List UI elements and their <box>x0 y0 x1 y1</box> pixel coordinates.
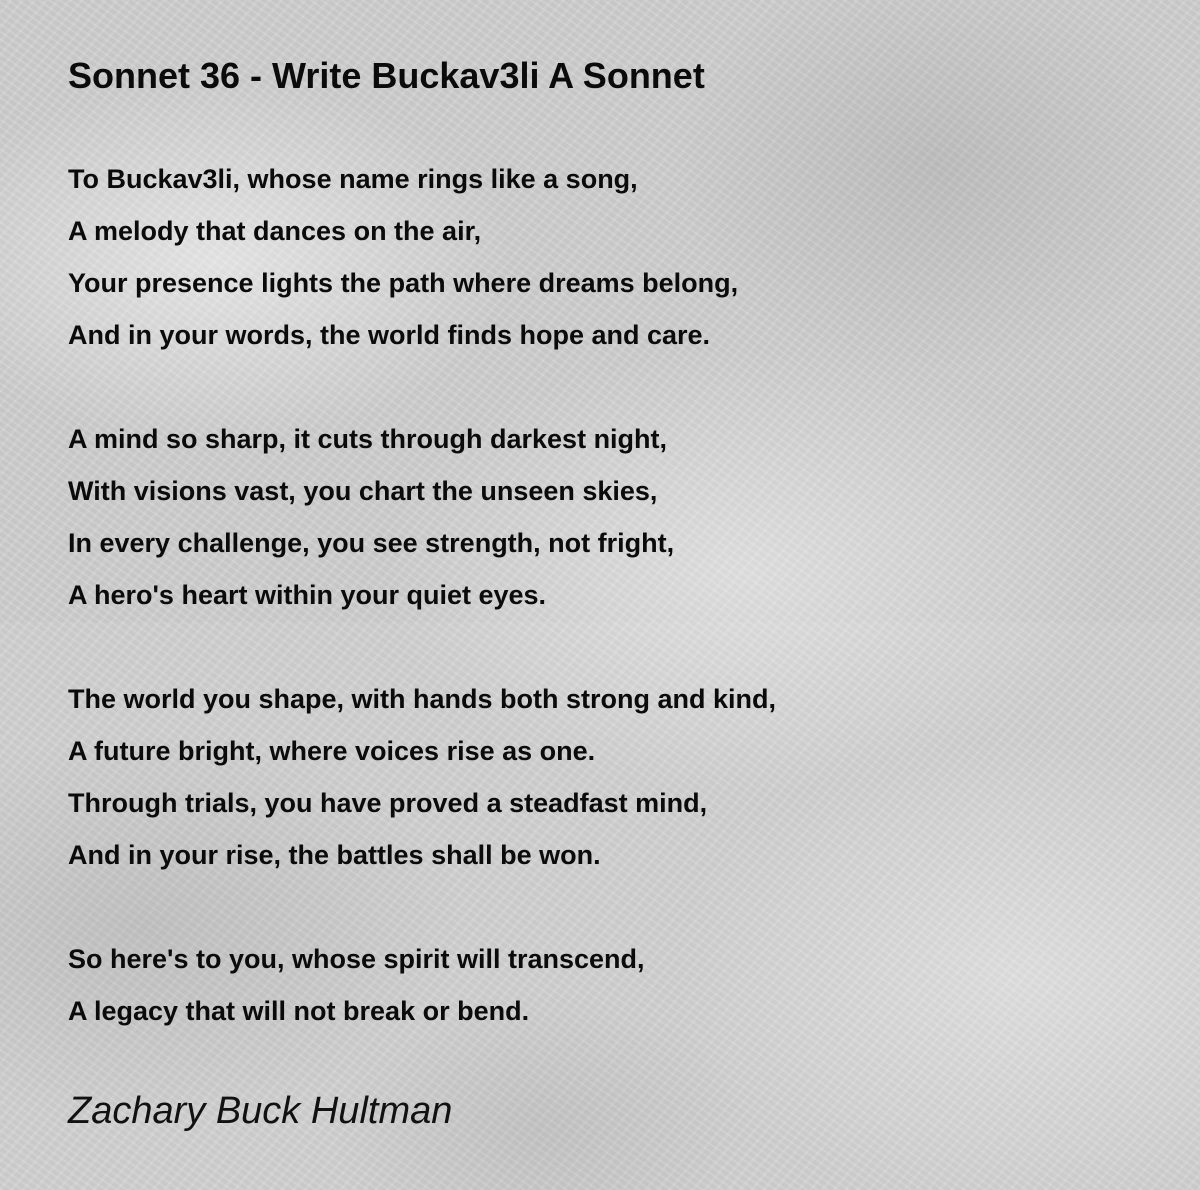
poem-line: And in your rise, the battles shall be won. <box>68 840 601 870</box>
poem-line: To Buckav3li, whose name rings like a song, <box>68 164 638 194</box>
stanza-3 <box>68 673 1148 881</box>
poem-line: A legacy that will not break or bend. <box>68 996 530 1026</box>
poem-line: And in your words, the world finds hope and care. <box>68 320 711 350</box>
poem-line: In every challenge, you see strength, not fright, <box>68 528 675 558</box>
stanza-1 <box>68 153 1148 361</box>
poem-line: With visions vast, you chart the unseen skies, <box>68 476 658 506</box>
poem-line: A hero's heart within your quiet eyes. <box>68 580 547 610</box>
poem-line: A mind so sharp, it cuts through darkest night, <box>68 424 668 454</box>
stanza-2 <box>68 413 1148 621</box>
poem-line: A melody that dances on the air, <box>68 216 482 246</box>
poem-line: So here's to you, whose spirit will transcend, <box>68 944 645 974</box>
poem-line: A future bright, where voices rise as one. <box>68 736 596 766</box>
poem-line: Your presence lights the path where dreams belong, <box>68 268 739 298</box>
poem-title: Sonnet 36 - Write Buckav3li A Sonnet <box>68 55 705 96</box>
stanza-4 <box>68 933 1148 1037</box>
poem-author: Zachary Buck Hultman <box>68 1090 453 1132</box>
poem-line: The world you shape, with hands both strong and kind, <box>68 684 777 714</box>
poem-body <box>68 153 1148 1089</box>
poem-line: Through trials, you have proved a steadfast mind, <box>68 788 708 818</box>
